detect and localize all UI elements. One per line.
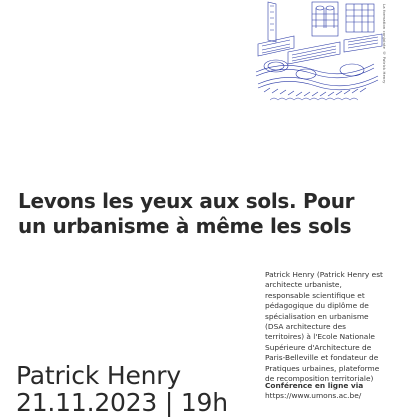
illustration-credit: La formation conjointe © Patrick Henry [382,4,387,84]
speaker-name: Patrick Henry [16,361,181,390]
urban-illustration [254,0,388,104]
title-line-2: un urbanisme à même les sols [18,214,352,238]
conference-label: Conférence en ligne via [265,381,364,390]
lecture-title [18,189,388,239]
event-date-time: 21.11.2023 | 19h [16,388,228,417]
title-line-1: Levons les yeux aux sols. Pour [18,189,355,213]
conference-link[interactable]: https://www.umons.ac.be/ [265,391,362,401]
conference-info [265,381,395,402]
speaker-bio: Patrick Henry (Patrick Henry est architecte urbaniste, responsable scientifique et pédagogique du diplôme de spécialisation en urbanisme (DSA architecture des territoires) à l'Ecole Nationale Supérieure d'Architecture de Paris-Belleville et fondateur de Pratiques urbaines, plateforme de recomposition territoriale) [265,270,383,384]
